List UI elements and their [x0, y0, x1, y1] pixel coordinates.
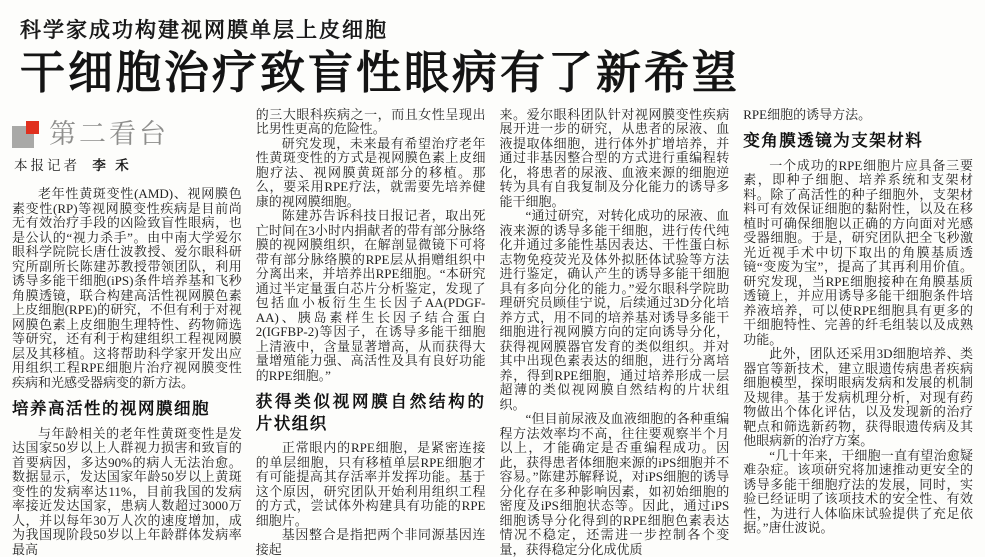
- body-paragraph: 正常眼内的RPE细胞，是紧密连接的单层细胞，只有移植单层RPE细胞才有可能提高其存活率并发挥功能。基于这个原因，研究团队开始利用组织工程的方式，尝试体外构建具有功能的RPE细胞片。: [255, 440, 486, 528]
- body-paragraph: 老年性黄斑变性(AMD)、视网膜色素变性(RP)等视网膜变性疾病是目前尚无有效治疗手段的凶险致盲性眼病，也是公认的“视力杀手”。由中南大学爱尔眼科学院院长唐仕波教授、爱尔眼科研究所副所长陈建苏教授带领团队，利用诱导多能干细胞(iPS)条件培养基和飞秒角膜透镜，联合构建高活性视网膜色素上皮细胞(RPE)的研究，不但有利于对视网膜色素上皮细胞生理特性、药物筛选等研究，还有利于构建组织工程视网膜层及其移植。这将帮助科学家开发出应用组织工程RPE细胞片治疗视网膜变性疾病和光感受器病变的新方法。: [12, 186, 242, 390]
- body-paragraph: 此外，团队还采用3D细胞培养、类器官等新技术，建立眼遗传病患者疾病细胞模型，探明眼病发病和发展的机制及规律。基于发病机理分析，对现有药物做出个体化评估，以及发现新的治疗靶点和筛选新药物，获得眼遗传病及其他眼病新的治疗方案。: [743, 346, 973, 449]
- article-columns: [12, 108, 973, 557]
- sub-headline: 变角膜透镜为支架材料: [743, 132, 924, 151]
- column-1: [12, 108, 242, 557]
- body-paragraph: “几十年来，干细胞一直有望治愈疑难杂症。该项研究将加速推动更安全的诱导多能干细胞疗法的发展，同时，实验已经证明了该项技术的安全性、有效性，为进行人体临床试验提供了充足依据。”唐仕波说。: [743, 447, 973, 536]
- body-paragraph: 研究发现，未来最有希望治疗老年性黄斑变性的方式是视网膜色素上皮细胞疗法、视网膜黄斑部分的移植。那么，要采用RPE疗法，就需要先培养健康的视网膜细胞。: [255, 135, 486, 209]
- sub-headline: 培养高活性的视网膜细胞: [12, 400, 210, 419]
- byline: [14, 159, 242, 173]
- body-paragraph: 一个成功的RPE细胞片应具备三要素，即种子细胞、培养系统和支架材料。除了高活性的种子细胞外，支架材料可有效保证细胞的黏附性，以及在移植时可确保细胞以正确的方向面对光感受器细胞。于是，研究团队把全飞秒激光近视手术中切下取出的角膜基质透镜“变废为宝”，提高了其再利用价值。研究发现，当RPE细胞接种在角膜基质透镜上，并应用诱导多能干细胞条件培养液培养，可以使RPE细胞具有更多的干细胞特性、完善的纤毛组装以及成熟功能。: [743, 157, 973, 347]
- byline-label: 本报记者: [14, 157, 80, 173]
- column-4: [743, 108, 973, 557]
- column-3: [500, 108, 730, 557]
- byline-reporter-name: 李 禾: [92, 157, 132, 173]
- body-paragraph: 与年龄相关的老年性黄斑变性是发达国家50岁以上人群视力损害和致盲的首要病因，多达90%的病人无法治愈。数据显示，发达国家年龄50岁以上黄斑变性的发病率达11%，目前我国的发病率接近发达国家，患病人数超过3000万人，并以每年30万人次的速度增加，成为我国现阶段50岁以上年龄群体发病率最高: [12, 425, 242, 557]
- article-header: [12, 18, 973, 98]
- column-2-body: [256, 108, 486, 557]
- column-2: [256, 108, 486, 557]
- red-square-icon: [26, 121, 39, 134]
- kicker-headline: 科学家成功构建视网膜单层上皮细胞: [20, 19, 388, 42]
- body-paragraph: “但目前尿液及血液细胞的各种重编程方法效率均不高，往往要观察半个月以上，才能确定是否重编程成功。因此，获得患者体细胞来源的iPS细胞并不容易。”陈建苏解释说，对iPS细胞的诱导分化存在多种影响因素，如初始细胞的密度及iPS细胞状态等。因此，通过iPS细胞诱导分化得到的RPE细胞色素表达情况不稳定，还需进一步控制各个变量，获得稳定分化成优质: [499, 411, 730, 557]
- body-paragraph: 的三大眼科疾病之一，而且女性呈现出比男性更高的危险性。: [255, 106, 486, 137]
- body-paragraph: 基因整合是指把两个非同源基因连接起: [255, 527, 486, 557]
- body-paragraph: 陈建苏告诉科技日报记者，取出死亡时间在3小时内捐献者的带有部分脉络膜的视网膜组织，在解剖显微镜下可将带有部分脉络膜的RPE层从捐赠组织中分离出来，并培养出RPE细胞。“本研究通过半定量蛋白芯片分析鉴定，发现了包括血小板衍生生长因子AA(PDGF-AA)、胰岛素样生长因子结合蛋白2(IGFBP-2)等因子，在诱导多能干细胞上清液中，含量显著增高，从而获得大量增殖能力强、高活性及具有良好功能的RPE细胞。”: [255, 208, 486, 383]
- section-name: 第二看台: [49, 118, 169, 149]
- column-4-body: [743, 108, 973, 536]
- sub-headline: 获得类似视网膜自然结构的片状组织: [255, 393, 486, 433]
- column-3-body: [500, 108, 730, 557]
- section-masthead: [12, 114, 242, 148]
- body-paragraph: “通过研究，对转化成功的尿液、血液来源的诱导多能干细胞，进行传代纯化并通过多能性基因表达、干性蛋白标志物免疫荧光及体外拟胚体试验等方法进行鉴定，确认产生的诱导多能干细胞具有多向分化的能力。”爱尔眼科学院助理研究员顾佳宁说，后续通过3D分化培养方式，用不同的培养基对诱导多能干细胞进行视网膜方向的定向诱导分化，获得视网膜器官发育的类似组织。并对其中出现色素表达的细胞，进行分离培养，得到RPE细胞，通过培养形成一层超薄的类似视网膜自然结构的片状组织。: [499, 208, 730, 412]
- section-logo: [12, 118, 42, 148]
- body-paragraph: RPE细胞的诱导方法。: [743, 106, 872, 122]
- main-headline: 干细胞治疗致盲性眼病有了新希望: [20, 47, 741, 99]
- body-paragraph: 来。爱尔眼科团队针对视网膜变性疾病展开进一步的研究，从患者的尿液、血液提取体细胞，进行体外扩增培养，并通过非基因整合型的方式进行重编程转化，将患者的尿液、血液来源的细胞逆转为具有自我复制及分化能力的诱导多能干细胞。: [499, 106, 730, 209]
- column-1-body: [12, 187, 242, 557]
